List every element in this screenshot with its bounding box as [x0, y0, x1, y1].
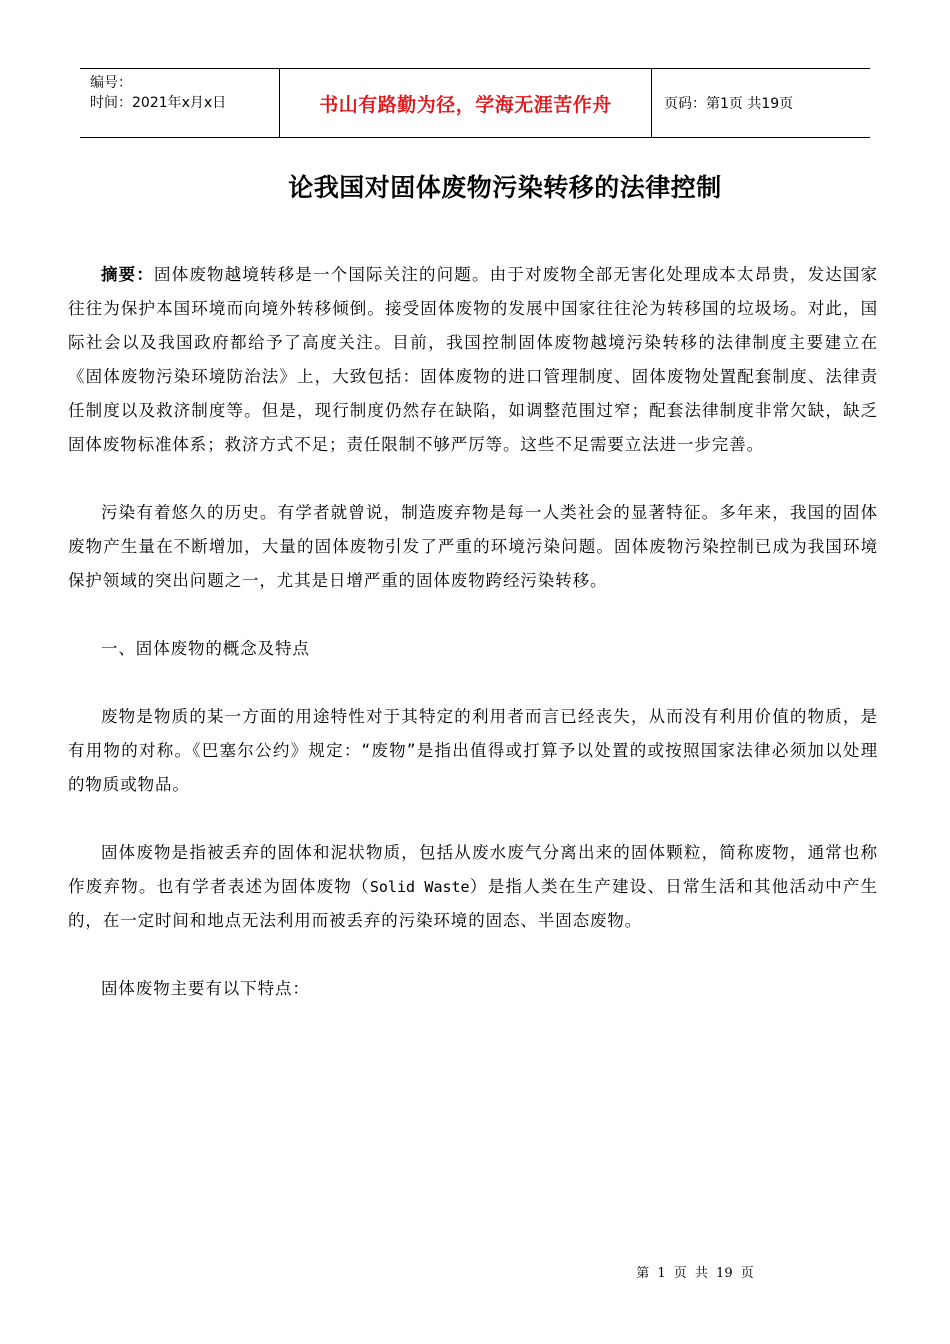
solid-waste-english-term: Solid Waste [369, 878, 470, 896]
features-intro-paragraph: 固体废物主要有以下特点： [101, 979, 310, 998]
header-meta-cell [80, 69, 280, 137]
solid-waste-text-b: ）是指人类在生产建设、日常生活和其他活动中产生的，在一定时间和地点无法利用而被丢弃的污染环境的固态、半固态废物。 [68, 877, 878, 930]
intro-paragraph: 污染有着悠久的历史。有学者就曾说，制造废弃物是每一人类社会的显著特征。多年来，我国的固体废物产生量在不断增加，大量的固体废物引发了严重的环境污染问题。固体废物污染控制已成为我国环境保护领域的突出问题之一，尤其是日增严重的固体废物跨经污染转移。 [68, 503, 878, 590]
header-page-info: 页码：第1页 共19页 [664, 96, 794, 112]
abstract-paragraph [68, 258, 878, 462]
header-date-label: 时间：2021年x月x日 [90, 95, 227, 111]
definition-paragraph: 废物是物质的某一方面的用途特性对于其特定的利用者而言已经丧失，从而没有利用价值的物质，是有用物的对称。《巴塞尔公约》规定：“废物”是指出值得或打算予以处置的或按照国家法律必须加以处理的物质或物品。 [68, 707, 878, 794]
abstract-label: 摘要： [101, 265, 154, 284]
page-footer: 第 1 页 共 19 页 [636, 1266, 754, 1281]
header-motto-cell [280, 69, 652, 137]
header-page-cell [652, 69, 870, 137]
section-heading: 一、固体废物的概念及特点 [101, 639, 310, 658]
solid-waste-paragraph [68, 836, 878, 938]
document-body [68, 258, 878, 1040]
document-title: 论我国对固体废物污染转移的法律控制 [288, 173, 722, 202]
abstract-text: 固体废物越境转移是一个国际关注的问题。由于对废物全部无害化处理成本太昂贵，发达国家往往为保护本国环境而向境外转移倾倒。接受固体废物的发展中国家往往沦为转移国的垃圾场。对此，国际社会以及我国政府都给予了高度关注。目前，我国控制固体废物越境污染转移的法律制度主要建立在《固体废物污染环境防治法》上，大致包括：固体废物的进口管理制度、固体废物处置配套制度、法律责任制度以及救济制度等。但是，现行制度仍然存在缺陷，如调整范围过窄；配套法律制度非常欠缺，缺乏固体废物标准体系；救济方式不足；责任限制不够严厉等。这些不足需要立法进一步完善。 [68, 265, 878, 454]
solid-waste-text-a: 固体废物是指被丢弃的固体和泥状物质，包括从废水废气分离出来的固体颗粒，简称废物，通常也称作废弃物。也有学者表述为固体废物（ [68, 843, 878, 896]
document-header [80, 68, 870, 138]
header-motto: 书山有路勤为径，学海无涯苦作舟 [319, 93, 612, 116]
header-number-label: 编号： [90, 75, 132, 91]
